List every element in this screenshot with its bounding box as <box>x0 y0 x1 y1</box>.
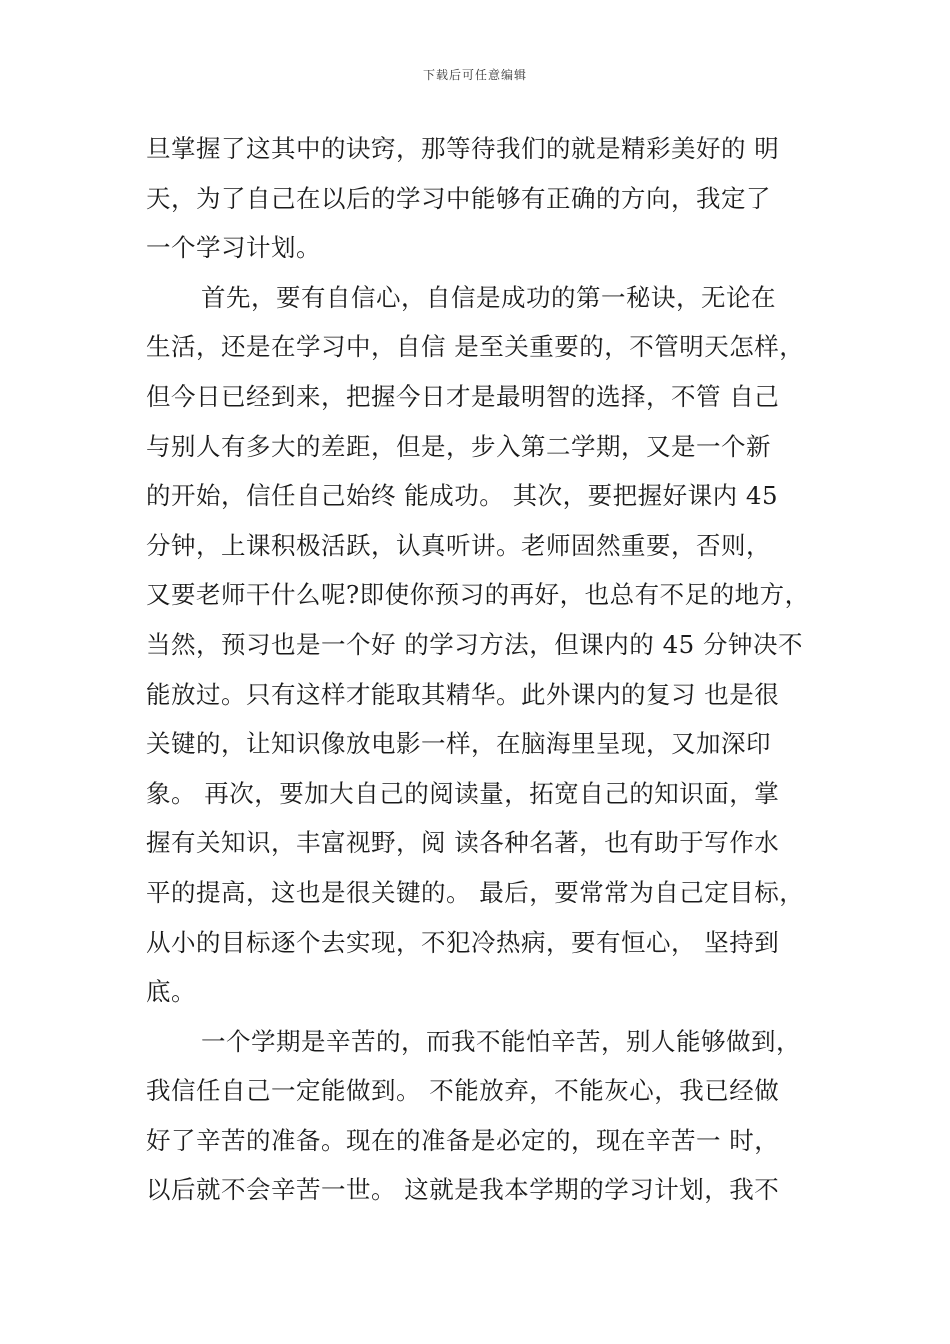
text-line: 的开始，信任自己始终 能成功。 其次，要把握好课内 45 <box>146 481 779 511</box>
text-line: 天，为了自己在以后的学习中能够有正确的方向，我定了 <box>146 183 771 213</box>
page-header: 下载后可任意编辑 <box>422 68 527 82</box>
paragraph-start-line: 首先，要有自信心，自信是成功的第一秘诀，无论在 <box>201 282 776 312</box>
text-line: 平的提高，这也是很关键的。 最后，要常常为自己定目标， <box>146 877 805 907</box>
text-line: 生活，还是在学习中，自信 是至关重要的，不管明天怎样， <box>146 332 805 362</box>
text-line: 但今日已经到来，把握今日才是最明智的选择，不管 自己 <box>146 381 780 411</box>
text-line: 又要老师干什么呢?即使你预习的再好，也总有不足的地方， <box>146 580 810 610</box>
text-line: 一个学习计划。 <box>146 233 321 263</box>
text-line: 象。 再次，要加大自己的阅读量，拓宽自己的知识面，掌 <box>146 778 780 808</box>
text-line: 与别人有多大的差距，但是，步入第二学期，又是一个新 <box>146 431 771 461</box>
text-line: 底。 <box>146 977 196 1007</box>
document-body <box>146 124 826 1215</box>
text-line: 握有关知识，丰富视野，阅 读各种名著，也有助于写作水 <box>146 828 780 858</box>
text-line: 旦掌握了这其中的诀窍，那等待我们的就是精彩美好的 明 <box>146 134 780 163</box>
text-line: 从小的目标逐个去实现，不犯冷热病，要有恒心， 坚持到 <box>146 927 780 957</box>
text-line: 能放过。只有这样才能取其精华。此外课内的复习 也是很 <box>146 679 780 709</box>
text-line: 我信任自己一定能做到。 不能放弃，不能灰心，我已经做 <box>146 1076 780 1106</box>
text-line: 以后就不会辛苦一世。 这就是我本学期的学习计划，我不 <box>146 1175 780 1205</box>
paragraph-start-line: 一个学期是辛苦的，而我不能怕辛苦，别人能够做到， <box>201 1026 801 1056</box>
text-line: 当然，预习也是一个好 的学习方法，但课内的 45 分钟决不 <box>146 629 804 659</box>
text-line: 好了辛苦的准备。现在的准备是必定的，现在辛苦一 时， <box>146 1125 780 1155</box>
text-line: 分钟，上课积极活跃，认真听讲。老师固然重要，否则， <box>146 530 771 560</box>
text-line: 关键的，让知识像放电影一样，在脑海里呈现，又加深印 <box>146 729 771 759</box>
